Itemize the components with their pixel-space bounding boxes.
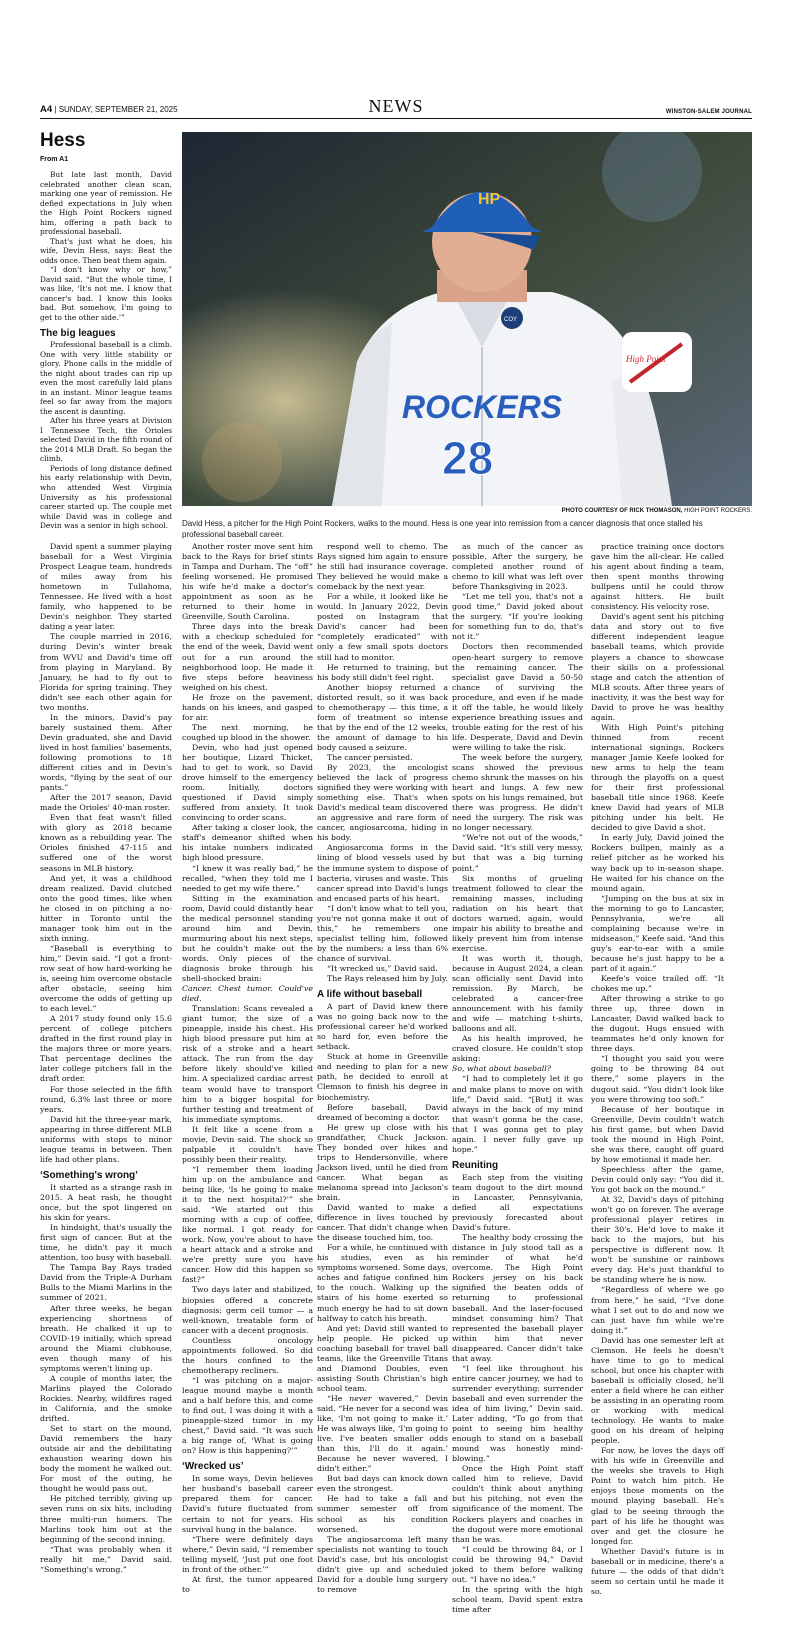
paragraph: Keefe's voice trailed off. “It chokes me up.” bbox=[591, 974, 724, 994]
paragraph: Once the High Point staff called him to relieve, David couldn't think about anything but his pitching, not even the significance of the moment. The Rockers players and coaches in the dugout were more emotional than he was. bbox=[452, 1464, 583, 1544]
paragraph: He froze on the pavement, hands on his knees, and gasped for air. bbox=[182, 692, 313, 722]
paragraph: Stuck at home in Greenville and needing to plan for a new path, he decided to enroll at Clemson to finish his degree in biochemistry. bbox=[317, 1052, 448, 1102]
subhead-something-wrong: ‘Something's wrong’ bbox=[40, 1169, 138, 1181]
issue-date: SUNDAY, SEPTEMBER 21, 2025 bbox=[58, 105, 178, 114]
sleeve-script: High Point bbox=[626, 354, 666, 364]
column-3 bbox=[317, 542, 448, 1595]
paragraph: As his health improved, he craved closure. He couldn't stop asking: bbox=[452, 1034, 583, 1064]
photo-caption: David Hess, a pitcher for the High Point Rockers, walks to the mound. Hess is one year into remission from a cancer diagnosis that once stalled his professional baseball career. bbox=[182, 519, 703, 539]
paragraph: Because of her boutique in Greenville, Devin couldn't watch his first game, but when David took the mound in High Point, she was there, caught off guard by how emotional it made her. bbox=[591, 1104, 724, 1164]
paragraph: respond well to chemo. The Rays signed him again to ensure he still had insurance coverage. They believed he would make a comeback by the next year. bbox=[317, 542, 448, 592]
paragraph: Periods of long distance defined his early relationship with Devin, who attended West Virginia University as his professional career started up. The couple met while David was in college and Devin was a senior in high school. bbox=[40, 463, 172, 531]
paragraph: For a while, he continued with his studies, even as his symptoms worsened. Some days, aches and fatigue confined him to the couch. Walking up the stairs of his home exerted so much energy he had to sit down halfway to catch his breath. bbox=[317, 1243, 448, 1323]
c1-top bbox=[40, 170, 172, 323]
paragraph: “Jumping on the bus at six in the morning to go to Lancaster, Pennsylvania, we're all complaining because we're in midseason,” Keefe said. “And this guy's ear-to-ear with a smile because he's just happy to be a part of it again.” bbox=[591, 893, 724, 973]
paragraph: The angiosarcoma left many specialists not wanting to touch David's case, but his oncologist didn't give up and scheduled David for a double lung surgery to remove bbox=[317, 1534, 448, 1594]
paragraph: By 2023, the oncologist believed the lack of progress signified they were working with something else. That's when David's medical team discovered an aggressive and rare form of cancer, angiosarcoma, hiding in his body. bbox=[317, 763, 448, 843]
c2c-paras bbox=[182, 1474, 313, 1595]
paragraph: After taking a closer look, the staff's demeanor shifted when his intake numbers indicated high blood pressure. bbox=[182, 823, 313, 863]
paragraph: The cancer persisted. bbox=[327, 752, 413, 762]
paragraph: At first, the tumor appeared to bbox=[182, 1574, 313, 1594]
paragraph: Another biopsy returned a distorted result, so it was back to chemotherapy — this time, a form of treatment so intense that by the end of the 12 weeks, the amount of damage to his body caused a seizure. bbox=[317, 682, 448, 752]
subhead-life-without-baseball: A life without baseball bbox=[317, 989, 423, 1001]
jump-line: From A1 bbox=[40, 156, 69, 163]
c4-paras bbox=[452, 542, 583, 1064]
page-date-line: A4 | SUNDAY, SEPTEMBER 21, 2025 bbox=[40, 104, 178, 115]
photo-credit: PHOTO COURTESY OF RICK THOMASON, HIGH POINT ROCKERS. bbox=[561, 508, 752, 514]
paragraph: That's just what he does, his wife, Devin Hess, says: Beat the odds once. Then beat them again. bbox=[40, 236, 172, 265]
c2b-paras bbox=[182, 1004, 313, 1456]
column-1-lower bbox=[40, 542, 172, 1575]
paragraph: He returned to training, but his body still didn't feel right. bbox=[317, 662, 448, 682]
paragraph: After the 2017 season, David made the Orioles' 40-man roster. bbox=[40, 793, 172, 813]
paragraph: Devin, who had just opened her boutique, Lizard Thicket, had to get to work, so David drove himself to the emergency room. Initially, doctors questioned if David simply suffered from anxiety. It took convincing to order scans. bbox=[182, 742, 313, 823]
paragraph: After his three years at Division I Tennessee Tech, the Orioles selected David in the fifth round of the 2014 MLB Draft. So began the climb. bbox=[40, 416, 172, 464]
paragraph: A part of David knew there was no going back now to the professional career he'd worked so hard for, even before the setback. bbox=[317, 1002, 448, 1052]
paragraph: Even that feat wasn't filled with glory as 2018 became known as a rebuilding year. The Orioles finished 47-115 and suffered one of the worst seasons in MLB history. bbox=[40, 813, 172, 873]
paragraph: “Baseball is everything to him,” Devin said. “I got a front-row seat of how hard-working he is, seeing him overcome obstacle after obstacle, seeing him overcome the odds of getting up to each level.” bbox=[40, 943, 172, 1014]
section-name: NEWS bbox=[368, 96, 424, 116]
paragraph: “Regardless of where we go from here,” he said, “I've done what I set out to do and now we can just have fun while we're doing it.” bbox=[591, 1285, 724, 1335]
c3-paras bbox=[317, 542, 448, 984]
c5-paras bbox=[591, 542, 724, 1597]
never-wavered-para: “He never wavered,” Devin said. “He never for a second was like, ‘I'm not going to make it.’ He was always like, ‘I'm going to live. I've beaten smaller odds than this, I'll do it again.’ Because he never wavered, I didn't either.” bbox=[317, 1393, 449, 1474]
newspaper-name: WINSTON-SALEM JOURNAL bbox=[665, 109, 752, 115]
paragraph: Six months of grueling treatment followed to clear the remaining masses, including radiation on his heart that doctors warned, again, would impair his ability to breathe and likely prevent him from intense exercise. bbox=[452, 873, 583, 953]
paragraph: The Rays released him by July. bbox=[327, 974, 448, 984]
paragraph: For a while, it looked like he would. In January 2022, Devin posted on Instagram that David's cancer had been “completely eradicated” with only a few small spots doctors still had to monitor. bbox=[317, 592, 448, 662]
paragraph: “I feel like throughout his entire cancer journey, we had to surrender everything: surrender baseball and even surrender the idea of him living,” Devin said. Later adding, “To go from that point to seeing him healthy enough to stand on a baseball mound was honestly mind-blowing.” bbox=[452, 1363, 583, 1464]
paragraph: Professional baseball is a climb. One with very little stability or glory. Phone calls in the middle of the night about trades can rip up even the most carefully laid plans in an instant. Minor league teams feel so far away from the majors the ascent is daunting. bbox=[40, 340, 172, 416]
paragraph: The next morning, he coughed up blood in the shower. bbox=[182, 722, 313, 742]
jersey-number: 28 bbox=[442, 432, 494, 484]
paragraph: “I remember them loading him up on the ambulance and being like, ‘Is he going to make it to the next hospital?’” she said. “We started out this morning with a cup of coffee, like normal. I got ready for work. Now, you're about to have a heart attack and a stroke and we're pretty sure you have cancer. How did this happen so fast?” bbox=[182, 1164, 313, 1285]
paragraph: For now, he loves the days off with his wife in Greenville and the weeks she travels to High Point to watch him pitch. He enjoys those moments on the mound playing baseball. He's glad to be seeing through the part of his life he thought was over and get the closure he longed for. bbox=[591, 1446, 724, 1546]
cap-logo: HP bbox=[478, 191, 501, 208]
paragraph: practice training once doctors gave him the all-clear. He called his agent about finding a team, then spent months throwing bullpens until he could throw against hitters. He built consistency. His velocity rose. bbox=[591, 542, 724, 612]
paragraph: “Let me tell you, that's not a good time,” David joked about the surgery. “If you're looking for something fun to do, that's not it.” bbox=[452, 592, 583, 642]
paragraph: Speechless after the game, Devin could only say: “You did it. You got back on the mound.” bbox=[591, 1164, 724, 1194]
paragraph: David spent a summer playing baseball for a West Virginia Prospect League team, hundreds of miles away from his hometown in Tullahoma, Tennessee. He lived with a host family, who happened to be Devin's neighbor. They started dating a year later. bbox=[40, 542, 172, 632]
paragraph: “I don't know why or how,” David said. “But the whole time, I was like, ‘It's not me. I know that cancer's bad. I know this looks bad. But somehow, I'm going to get to the other side.’” bbox=[40, 265, 172, 322]
paragraph: Another roster move sent him back to the Rays for brief stints in Tampa and Durham. The “off” feeling worsened. He promised his wife he'd make a doctor's appointment as soon as he returned to their home in Greenville, South Carolina. bbox=[182, 542, 313, 622]
paragraph: David has one semester left at Clemson. He feels he doesn't have time to go to medical school, but once his chapter with baseball is officially closed, he'll enter a field where he can either be assisting in an operating room or working with medical technology. He wants to make good on his dream of helping people. bbox=[591, 1335, 724, 1446]
paragraph: At 32, David's days of pitching won't go on forever. The average professional player retires in their 30's. He'd love to make it back to the majors, but his perspective is different now. It won't be sunshine or rainbows every day. He's just thankful to be standing where he is now. bbox=[591, 1195, 724, 1285]
paragraph: It started as a strange rash in 2015. A heat rash, he thought once, but the spot lingered on his skin for years. bbox=[40, 1182, 172, 1223]
paragraph: The couple married in 2016, during Devin's winter break from WVU and David's time off from playing in Maryland. By January, he had to fly out to Florida for spring training. They didn't see each other again for two months. bbox=[40, 632, 172, 712]
story-photo bbox=[182, 132, 752, 506]
paragraph: He grew up close with his grandfather, Chuck Jackson. They bonded over hikes and trips to Hendersonville, where Jackson lived, until he died from cancer. What began as melanoma spread into Jackson's brain. bbox=[317, 1122, 448, 1202]
paragraph: Countless oncology appointments followed. So did the hours confined to the chemotherapy recliners. bbox=[182, 1335, 313, 1375]
paragraph: In some ways, Devin believes her husband's baseball career prepared them for cancer. David's future fluctuated from certain to not for years. His survival hung in the balance. bbox=[182, 1474, 313, 1534]
page-header bbox=[40, 96, 752, 119]
paragraph: He had to take a fall and summer semester off from school as his condition worsened. bbox=[317, 1494, 448, 1534]
paragraph: The Tampa Bay Rays traded David from the Triple-A Durham Bulls to the Miami Marlins in the summer of 2021. bbox=[40, 1263, 172, 1303]
paragraph: It felt like a scene from a movie, Devin said. The shock so palpable it couldn't have possibly been their reality. bbox=[182, 1124, 313, 1164]
column-2 bbox=[182, 542, 313, 1595]
story-kicker: Hess bbox=[40, 130, 86, 151]
column-5 bbox=[591, 542, 724, 1597]
paragraph: But late last month, David celebrated another clean scan, marking one year of remission. He defied expectations in July when the High Point Rockers signed him, offering a path back to professional baseball. bbox=[40, 170, 172, 237]
subhead-wrecked-us: ‘Wrecked us’ bbox=[182, 1461, 244, 1473]
paragraph: “There were definitely days where,” Devin said, “I remember telling myself, ‘Just put one foot in front of the other.’” bbox=[182, 1534, 313, 1574]
paragraph: Three days into the break with a checkup scheduled for the end of the week, David went out for a run around the neighborhood loop. He made it five steps before heaviness weighed on his chest. bbox=[182, 622, 313, 692]
paragraph: David hit the three-year mark, appearing in three different MLB uniforms with stops to minor league teams in between. Then life had other plans. bbox=[40, 1114, 172, 1164]
paragraph: “I could be throwing 84, or I could be throwing 94,” David joked to them before walking out. “I have no idea.” bbox=[452, 1544, 583, 1584]
paragraph: A 2017 study found only 15.6 percent of college pitchers drafted in the first round play in the majors three or more years. That percentage declines the later college pitchers fall in the draft order. bbox=[40, 1014, 172, 1084]
paragraph: In the spring with the high school team, David spent extra time after bbox=[452, 1584, 583, 1614]
jersey-lettering: ROCKERS bbox=[402, 389, 563, 425]
paragraph: After three weeks, he began experiencing shortness of breath. He chalked it up to COVID-19 initially, which spread around the Miami clubhouse, even though many of his symptoms weren't lining up. bbox=[40, 1303, 172, 1373]
paragraph: “I was pitching on a major-league mound maybe a month and a half before this, and come to find out, I was doing it with a pineapple-sized tumor in my chest,” David said. “It was such a big range of, ‘What is going on? How is this happening?’” bbox=[182, 1375, 313, 1456]
paragraph: He pitched terribly, giving up seven runs on six hits, including three multi-run homers. The Marlins took him out at the beginning of the second inning. bbox=[40, 1494, 172, 1544]
c1-end bbox=[40, 1183, 172, 1575]
paragraph: “We're not out of the woods,” David said. “It's still very messy, but that was a big turning point.” bbox=[452, 833, 583, 873]
paragraph: Translation: Scans revealed a giant tumor, the size of a pineapple, inside his chest. His high blood pressure put him at risk of a stroke and a heart attack. The run from the day before likely should've killed him. A specialized cardiac arrest team would have to transport him to a bigger hospital for further testing and treatment of his immediate symptoms. bbox=[182, 1004, 313, 1124]
paragraph: After throwing a strike to go three up, three down in Lancaster, David walked back to the dugout. Hugs ensued with teammates he'd only known for three days. bbox=[591, 994, 724, 1054]
paragraph: Set to start on the mound, David remembers the hazy outside air and the debilitating exhaustion wearing down his body the moment he walked out. For most of the outing, he thought he would pass out. bbox=[40, 1424, 172, 1494]
paragraph: Doctors then recommended open-heart surgery to remove the remaining cancer. The specialist gave David a 50-50 chance of surviving the procedure, and even if he made it off the table, he would likely experience breathing issues and trouble eating for the rest of his life. Desperate, David and Devin were willing to take the risk. bbox=[452, 642, 583, 752]
paragraph: It was worth it, though, because in August 2024, a clean scan officially sent David into remission. By March, he celebrated a cancer-free announcement with his family and wife — matching t-shirts, balloons and all. bbox=[452, 953, 583, 1034]
paragraph: David's agent sent his pitching data and story out to five different independent league baseball teams, which provide players a chance to showcase their skills on a professional stage and catch the attention of MLB scouts. After three years of inactivity, it was the best way for David to prove he was healthy again. bbox=[591, 612, 724, 722]
paragraph: “I thought you said you were going to be throwing 84 out there,” some players in the dugout said. “You didn't look like you were throwing too soft.” bbox=[591, 1054, 724, 1104]
paragraph: Angiosarcoma forms in the lining of blood vessels used by the immune system to dispose of bacteria, viruses and waste. This cancer spread into David's lungs and encased parts of his heart. bbox=[317, 843, 448, 903]
paragraph: In early July, David joined the Rockers bullpen, mainly as a relief pitcher as he worked his way back up to in-season shape. He waited for his chance on the mound again. bbox=[591, 833, 724, 893]
paragraph: For those selected in the fifth round, 6.3% last three or more years. bbox=[40, 1084, 172, 1114]
paragraph: The week before the surgery, scans showed the previous chemo shrunk the masses on his heart and lungs. A few new spots on his lungs remained, but there was progress. He didn't need the surgery. The risk was no longer necessary. bbox=[452, 752, 583, 833]
paragraph: “I don't know what to tell you, you're not gonna make it out of this,” he remembers one specialist telling him, followed by the numbers: a less than 6% chance of survival. bbox=[317, 903, 448, 963]
c4b-paras bbox=[452, 1074, 583, 1154]
baseball-question-italic: So, what about baseball? bbox=[452, 1064, 551, 1074]
c3b-paras bbox=[317, 1002, 448, 1394]
c2-paras bbox=[182, 542, 313, 984]
paragraph: Each step from the visiting team dugout to the dirt mound in Lancaster, Pennsylvania, defied all expectations previously forecasted about David's future. bbox=[452, 1172, 583, 1233]
paragraph: Two days later and stabilized, biopsies offered a concrete diagnosis: germ cell tumor — a well-known, treatable form of cancer with a decent prognosis. bbox=[182, 1285, 313, 1335]
column-4 bbox=[452, 542, 583, 1615]
paragraph: But bad days can knock down even the strongest. bbox=[317, 1474, 448, 1494]
paragraph: Whether David's future is in baseball or in medicine, there's a future — the odds of that didn't seem so certain until he made it so. bbox=[591, 1546, 724, 1596]
paragraph: The healthy body crossing the distance in July stood tall as a reminder of what he'd overcome. The High Point Rockers jersey on his back signified the beaten odds of returning to professional baseball. And the laser-focused mindset consuming him? That represented the baseball player within him that never disappeared. Cancer didn't take that away. bbox=[452, 1233, 583, 1363]
paragraph: A couple of months later, the Marlins played the Colorado Rockies. Nearby, wildfires raged in California, and the smoke drifted. bbox=[40, 1373, 172, 1424]
c1-mid bbox=[40, 340, 172, 531]
paragraph: David wanted to make a difference in lives touched by cancer. That didn't change when the disease touched him, too. bbox=[317, 1203, 448, 1243]
c1-low bbox=[40, 542, 172, 1165]
paragraph: as much of the cancer as possible. After the surgery, he completed another round of chemo to kill what was left over before Thanksgiving in 2023. bbox=[452, 542, 583, 592]
paragraph: “I knew it was really bad,” he recalled, “when they told me I needed to get my wife there.” bbox=[182, 863, 313, 893]
paragraph: And yet: David still wanted to help people. He picked up coaching baseball for travel ball teams, like the Greenville Titans and Diamond Doubles, even assisting South Christian's high school team. bbox=[317, 1323, 448, 1393]
subhead-big-leagues: The big leagues bbox=[40, 327, 116, 339]
paragraph: Sitting in the examination room, David could distantly hear the medical personnel standing around him and Devin, murmuring about his next steps, but he couldn't make out the words. Only pieces of the diagnosis broke through his shell-shocked brain: bbox=[182, 893, 313, 984]
column-1 bbox=[40, 170, 172, 531]
subhead-reuniting: Reuniting bbox=[452, 1159, 499, 1171]
paragraph: “I had to completely let it go and make plans to move on with life,” David said. “[But] it was always in the back of my mind that wasn't gonna be the case, that I was gonna get to play again. I never fully gave up hope.” bbox=[452, 1074, 583, 1154]
paragraph: “It wrecked us,” David said. bbox=[327, 963, 438, 973]
paragraph: With High Point's pitching thinned from recent international signings, Rockers manager Jamie Keefe looked for new arms to help the team through the playoffs on a quest for their first professional baseball title since 1968. Keefe knew David had years of MLB pitching under his belt. He decided to give David a shot. bbox=[591, 722, 724, 833]
paragraph: In hindsight, that's usually the first sign of cancer. But at the time, he didn't pay it much attention, too busy with baseball. bbox=[40, 1223, 172, 1263]
pitcher-illustration bbox=[182, 132, 752, 506]
memorial-patch: COY bbox=[504, 317, 518, 323]
paragraph: “That was probably when it really hit me,” David said. “Something's wrong.” bbox=[40, 1544, 172, 1574]
paragraph: Before baseball, David dreamed of becoming a doctor. bbox=[317, 1102, 448, 1122]
c4c-paras bbox=[452, 1173, 583, 1615]
diagnosis-italic: Cancer. Chest tumor. Could've died. bbox=[182, 984, 313, 1004]
page-number: A4 bbox=[40, 104, 53, 115]
paragraph: And yet, it was a childhood dream realized. David clutched onto the good times, like when he closed in on pitching a no-hitter in Toronto until the manager took him out in the sixth inning. bbox=[40, 873, 172, 943]
c3c-paras bbox=[317, 1474, 448, 1595]
paragraph: In the minors, David's pay barely sustained them. After Devin graduated, she and David lived in host families' basements, following promotions to 18 different cities and in Devin's words, “flying by the seat of our pants.” bbox=[40, 712, 172, 793]
